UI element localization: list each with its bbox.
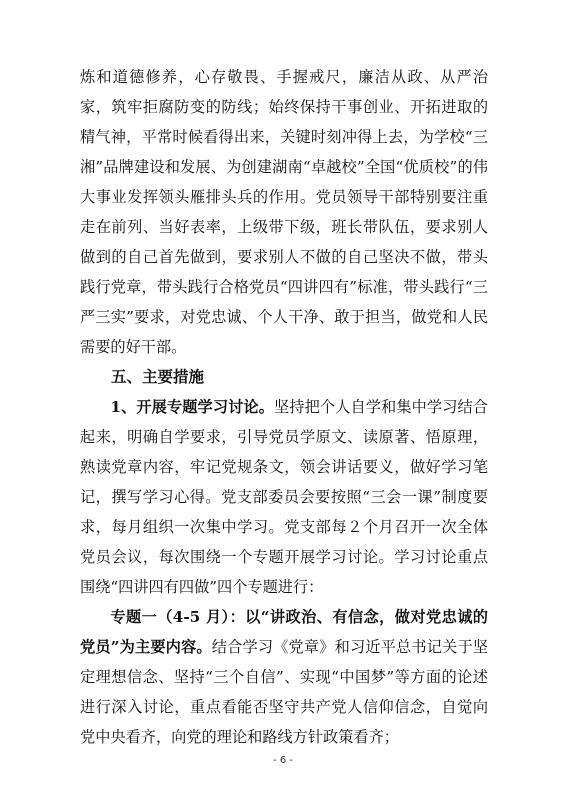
paragraph-continued: 炼和道德修养，心存敬畏、手握戒尺，廉洁从政、从严治家，筑牢拒腐防变的防线；始终保持干事创业、开拓进取的精气神，平常时候看得出来，关键时刻冲得上去，为学校“三湘”品牌建设和发展、为创建湖南“卓越校”全国“优质校”的伟大事业发挥领头雁排头兵的作用。党员领导干部特别要注重走在前列、当好表率，上级带下级，班长带队伍，要求别人做到的自己首先做到，要求别人不做的自己坚决不做，带头践行党章，带头践行合格党员“四讲四有”标准，带头践行“三严三实”要求，对党忠诚、个人干净、敢于担当，做党和人民需要的好干部。 xyxy=(80,68,488,356)
topic-1-lead: 专题一（4-5 月）：以“讲政治、有信念，做对党忠诚的党员”为主要内容。 xyxy=(80,608,488,656)
paragraph-topic-1 xyxy=(80,602,488,752)
document-body xyxy=(80,62,488,752)
section-heading: 五、主要措施 xyxy=(111,367,205,386)
measure-1-lead: 1、开展专题学习讨论。 xyxy=(110,398,274,416)
paragraph-measure-1 xyxy=(80,392,488,602)
topic-1-body: 结合学习《党章》和习近平总书记关于坚定理想信念、坚持“三个自信”、实现“中国梦”等方面的论述进行深入讨论，重点看能否坚守共产党人信仰信念，自觉向党中央看齐，向党的理论和路线方针政策看齐； xyxy=(80,638,489,746)
page-number: - 6 - xyxy=(273,755,293,766)
measure-1-body: 坚持把个人自学和集中学习结合起来，明确自学要求，引导党员学原文、读原著、悟原理，熟读党章内容，牢记党规条文，领会讲话要义，做好学习笔记，撰写学习心得。党支部委员会要按照“三会一课”制度要求，每月组织一次集中学习。党支部每２个月召开一次全体党员会议，每次围绕一个专题开展学习讨论。学习讨论重点围绕“四讲四有四做”四个专题进行： xyxy=(80,398,488,596)
